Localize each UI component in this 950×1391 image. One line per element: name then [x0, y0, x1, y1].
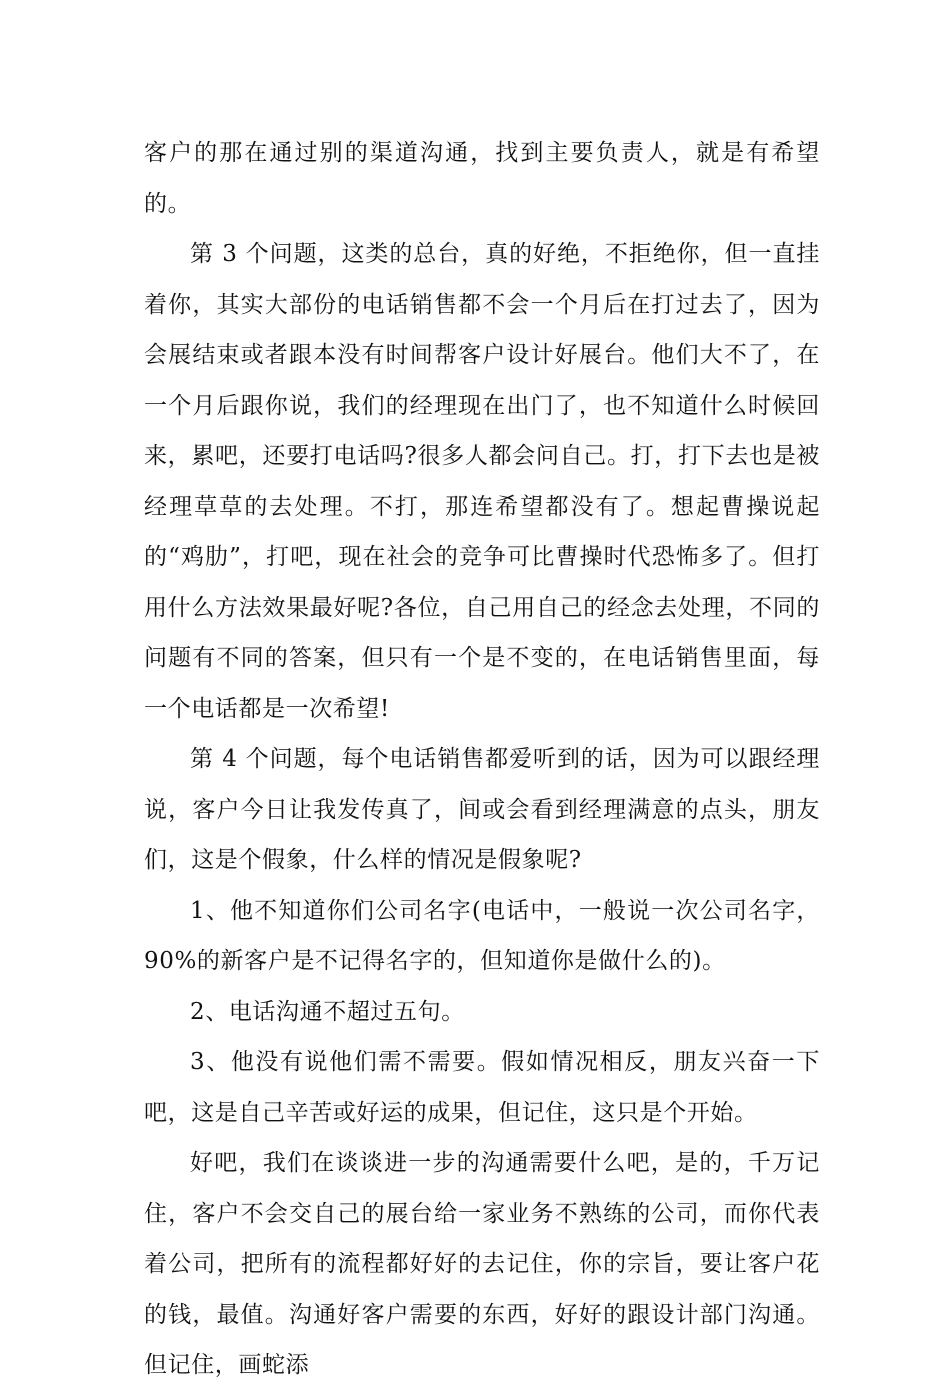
paragraph-continuation: 客户的那在通过别的渠道沟通，找到主要负责人，就是有希望的。	[144, 140, 820, 217]
paragraph-question-3: 第 3 个问题，这类的总台，真的好绝，不拒绝你，但一直挂着你，其实大部份的电话销售都不会一个月后在打过去了，因为会展结束或者跟本没有时间帮客户设计好展台。他们大不了，在一个月后跟你说，我们的经理现在出门了，也不知道什么时候回来，累吧，还要打电话吗?很多人都会问自己。打，打下去也是被经理草草的去处理。不打，那连希望都没有了。想起曹操说起的“鸡肋”，打吧，现在社会的竞争可比曹操时代恐怖多了。但打用什么方法效果最好呢?各位，自己用自己的经念去处理，不同的问题有不同的答案，但只有一个是不变的，在电话销售里面，每一个电话都是一次希望!	[144, 241, 820, 722]
document-body	[144, 128, 820, 1391]
paragraph-next-step: 好吧，我们在谈谈进一步的沟通需要什么吧，是的，千万记住，客户不会交自己的展台给一家业务不熟练的公司，而你代表着公司，把所有的流程都好好的去记住，你的宗旨，要让客户花的钱，最值。沟通好客户需要的东西，好好的跟设计部门沟通。但记住，画蛇添	[144, 1150, 820, 1378]
list-item-3: 3、他没有说他们需不需要。假如情况相反，朋友兴奋一下吧，这是自己辛苦或好运的成果，但记住，这只是个开始。	[144, 1049, 820, 1126]
list-item-1: 1、他不知道你们公司名字(电话中，一般说一次公司名字，90%的新客户是不记得名字的，但知道你是做什么的)。	[144, 897, 820, 974]
paragraph-question-4: 第 4 个问题，每个电话销售都爱听到的话，因为可以跟经理说，客户今日让我发传真了，间或会看到经理满意的点头，朋友们，这是个假象，什么样的情况是假象呢?	[144, 746, 820, 873]
list-item-2: 2、电话沟通不超过五句。	[190, 998, 465, 1025]
